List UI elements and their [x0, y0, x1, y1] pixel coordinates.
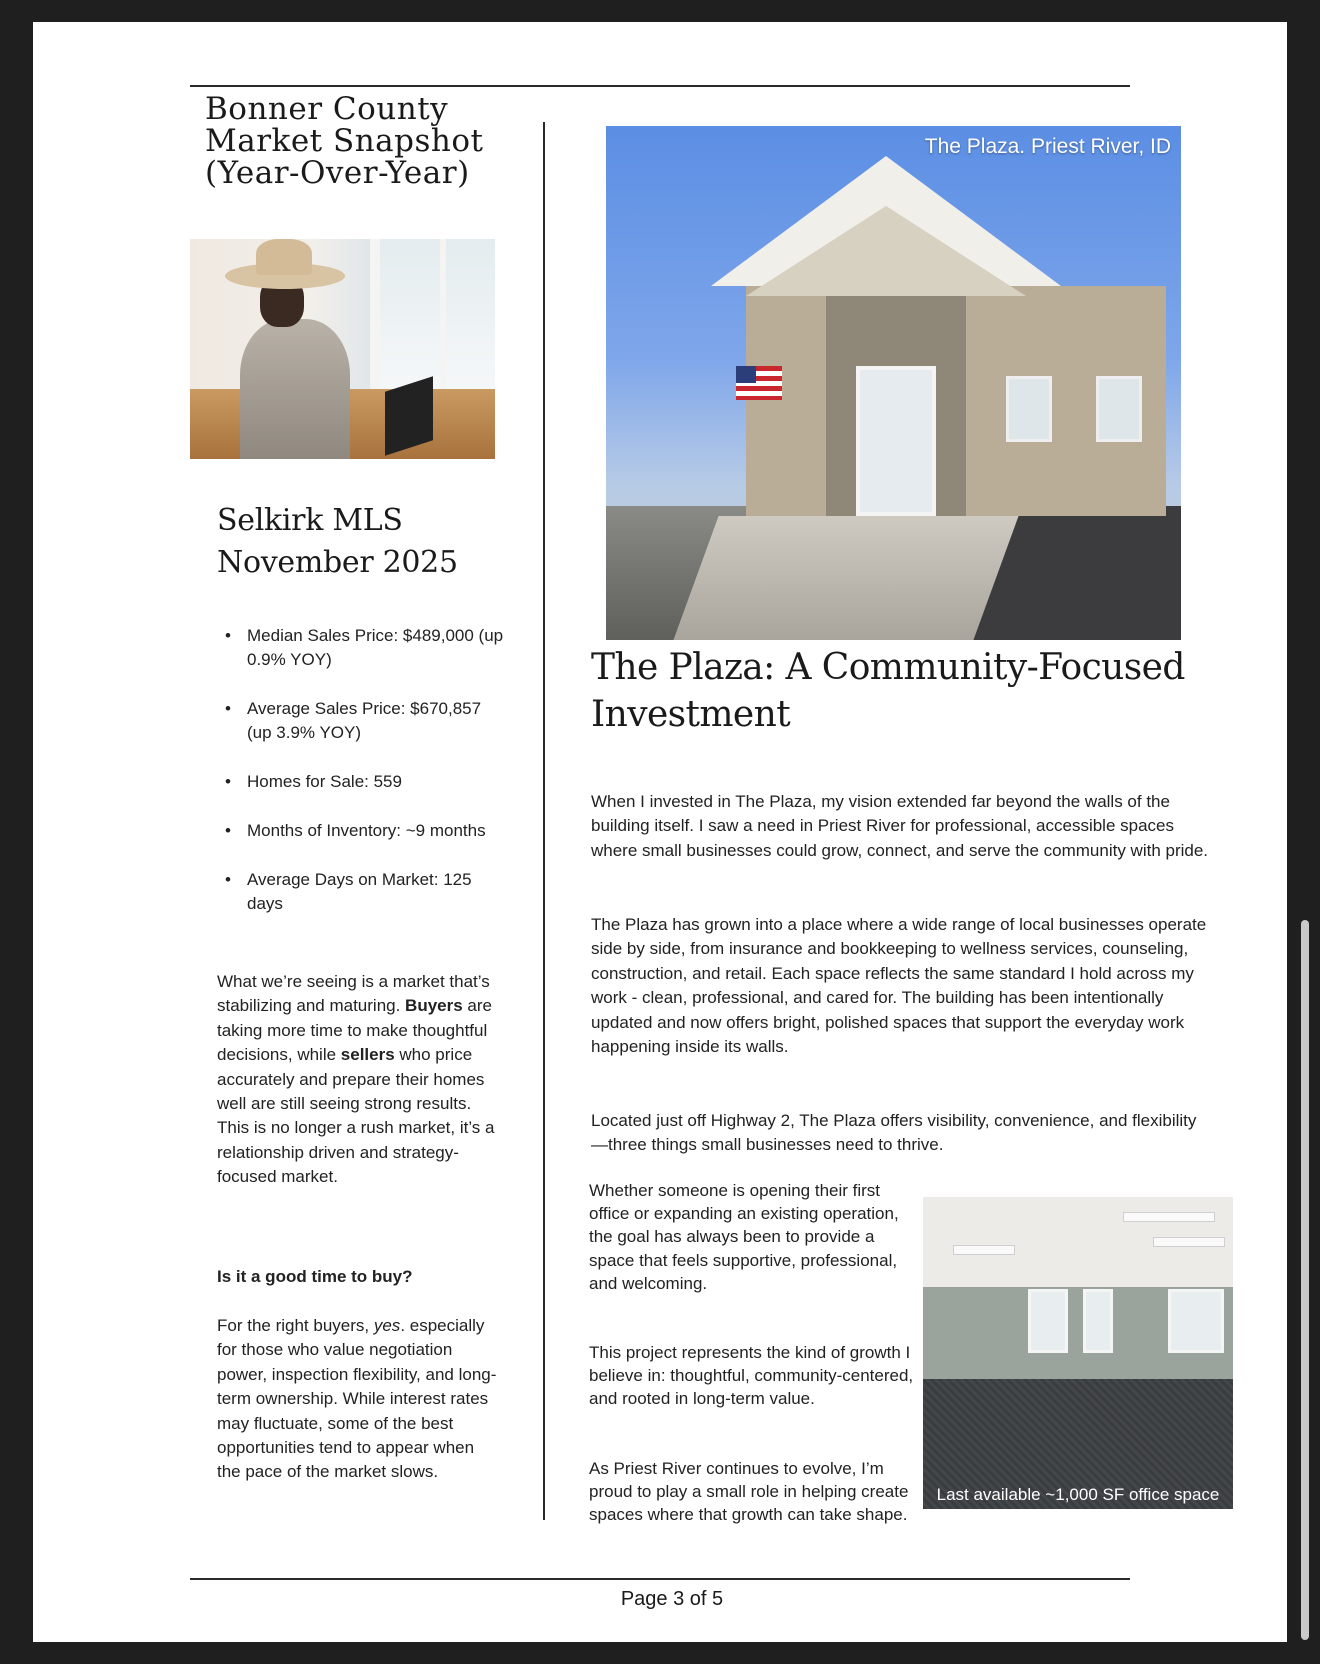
market-analysis-text-a: What we’re seeing is a market that’s stabilizing and maturing.	[217, 972, 490, 1016]
photo-gable-inner	[746, 206, 1026, 296]
snapshot-title: Bonner County Market Snapshot (Year-Over-Year)	[205, 91, 484, 191]
plaza-building-photo	[606, 126, 1181, 640]
office-window-2	[1168, 1289, 1224, 1353]
market-analysis-paragraph	[217, 970, 502, 1190]
plaza-paragraph-1: When I invested in The Plaza, my vision extended far beyond the walls of the building itself. I saw a need in Priest River for professional, accessible spaces where small businesses could grow, connect, and serve the community with pride.	[591, 792, 1209, 860]
plaza-paragraph-3: Located just off Highway 2, The Plaza offers visibility, convenience, and flexibility—three things small businesses need to thrive.	[591, 1111, 1197, 1155]
ceiling-light-1	[1123, 1212, 1215, 1222]
stat-median-price: • Median Sales Price: $489,000 (up 0.9% YOY)	[217, 624, 507, 672]
column-divider	[543, 122, 545, 1520]
photo-window-mullion	[440, 239, 446, 409]
buy-question: Is it a good time to buy?	[217, 1267, 413, 1286]
plaza-paragraph-5: This project represents the kind of growth I believe in: thoughtful, community-centered, and rooted in long-term value.	[589, 1343, 914, 1409]
mls-title	[217, 500, 517, 584]
yes-emphasis: yes	[373, 1316, 401, 1335]
stat-average-price: • Average Sales Price: $670,857 (up 3.9% YOY)	[217, 697, 507, 745]
top-rule	[190, 85, 1130, 87]
market-analysis-text-b: are taking more time to make thoughtful decisions, while	[217, 996, 492, 1065]
woman-laptop-photo	[190, 239, 495, 459]
mls-title-line2: November 2025	[217, 545, 458, 580]
buy-answer-text-b: . especially for those who value negotiation power, inspection flexibility, and long-term ownership. While interest rates may fluctuate, some of the best opportunities tend to appear when the pace of the market slows.	[217, 1316, 497, 1482]
buy-answer-paragraph	[217, 1314, 502, 1485]
stat-homes-for-sale: • Homes for Sale: 559	[217, 770, 507, 794]
photo-person	[240, 319, 350, 459]
buy-answer-text-a: For the right buyers,	[217, 1316, 374, 1335]
american-flag	[736, 366, 782, 400]
photo-hat-crown	[256, 239, 312, 275]
plaza-paragraph-4: Whether someone is opening their first office or expanding an existing operation, the goal has always been to provide a space that feels supportive, professional, and welcoming.	[589, 1181, 899, 1293]
plaza-paragraph-6: As Priest River continues to evolve, I’m proud to play a small role in helping create spaces where that growth can take shape.	[589, 1459, 909, 1525]
photo-steps	[673, 516, 1018, 640]
scrollbar[interactable]	[1301, 920, 1309, 1640]
ceiling-light-2	[1153, 1237, 1225, 1247]
market-stats-list	[217, 624, 507, 941]
office-window-1	[1028, 1289, 1068, 1353]
photo-window-1	[1006, 376, 1052, 442]
plaza-paragraph-2: The Plaza has grown into a place where a wide range of local businesses operate side by side, from insurance and bookkeeping to wellness services, counseling, construction, and retail. Each space reflects the same standard I hold across my work - clean, professional, and cared for. The building has been intentionally updated and now offers bright, polished spaces that support the everyday work happening inside its walls.	[591, 915, 1207, 1057]
plaza-photo-caption: The Plaza. Priest River, ID	[924, 135, 1171, 158]
market-analysis-text-c: who price accurately and prepare their homes well are still seeing strong results. This is no longer a rush market, it’s a relationship driven and strategy-focused market.	[217, 1045, 495, 1187]
buyers-emphasis: Buyers	[405, 996, 463, 1016]
office-photo-caption: Last available ~1,000 SF office space	[936, 1485, 1220, 1504]
sellers-emphasis: sellers	[340, 1045, 395, 1065]
mls-title-line1: Selkirk MLS	[217, 503, 403, 538]
photo-window-2	[1096, 376, 1142, 442]
office-space-photo	[923, 1197, 1233, 1509]
stat-months-inventory: • Months of Inventory: ~9 months	[217, 819, 507, 843]
photo-entry-door	[856, 366, 936, 516]
plaza-headline: The Plaza: A Community-Focused Investment	[591, 647, 1185, 735]
ceiling-light-3	[953, 1245, 1015, 1255]
page-number: Page 3 of 5	[620, 1588, 724, 1610]
bottom-rule	[190, 1578, 1130, 1580]
office-door-glass	[1083, 1289, 1113, 1353]
stat-days-on-market: • Average Days on Market: 125 days	[217, 868, 507, 916]
